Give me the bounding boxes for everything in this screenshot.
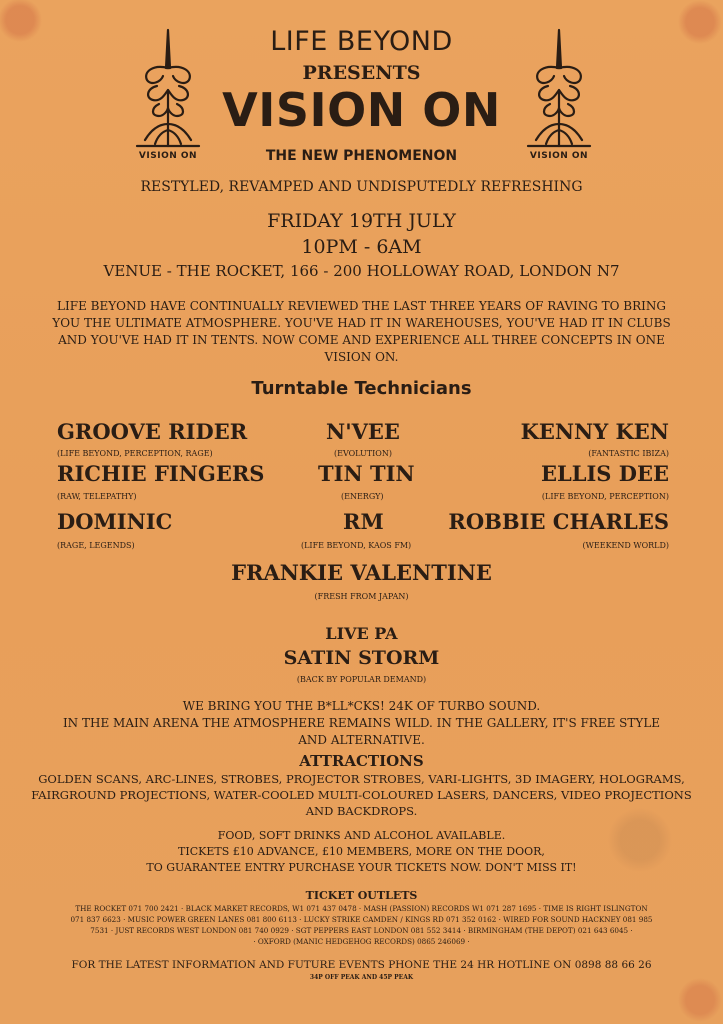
dj-affiliation: (FRESH FROM JAPAN)	[314, 592, 409, 601]
dj-name-headline: FRANKIE VALENTINE	[231, 560, 492, 585]
outlets-list	[0, 903, 723, 947]
brand-name: LIFE BEYOND	[270, 26, 453, 57]
dj-affiliation: (LIFE BEYOND, KAOS FM)	[301, 541, 412, 550]
outlets-line: 7531 · JUST RECORDS WEST LONDON 081 740 0929 · SGT PEPPERS EAST LONDON 081 552 3414 · BIRMINGHAM (THE DEPOT) 021 643 6045 ·	[90, 926, 633, 935]
hotline: FOR THE LATEST INFORMATION AND FUTURE EVENTS PHONE THE 24 HR HOTLINE ON 0898 88 66 26	[71, 959, 652, 971]
dj-name: N'VEE	[326, 419, 400, 444]
outlets-heading: TICKET OUTLETS	[305, 889, 418, 902]
ticket-info	[0, 828, 723, 876]
call-rates: 34P OFF PEAK AND 45P PEAK	[309, 974, 414, 981]
event-time: 10PM - 6AM	[301, 236, 422, 258]
event-title: VISION ON	[222, 83, 501, 137]
outlets-line: THE ROCKET 071 700 2421 · BLACK MARKET RECORDS, W1 071 437 0478 · MASH (PASSION) RECORDS W1 071 287 1695 · TIME IS RIGHT ISLINGTON	[75, 904, 648, 913]
description	[0, 298, 723, 366]
attractions-line: AND BACKDROPS.	[305, 804, 418, 818]
dj-affiliation: (LIFE BEYOND, PERCEPTION)	[541, 492, 669, 501]
slogan: RESTYLED, REVAMPED AND UNDISPUTEDLY REFRESHING	[140, 179, 583, 195]
description-line: AND YOU'VE HAD IT IN TENTS. NOW COME AND EXPERIENCE ALL THREE CONCEPTS IN ONE	[58, 333, 665, 347]
logo-caption: VISION ON	[138, 151, 198, 161]
sound-info	[0, 698, 723, 749]
dj-affiliation: (LIFE BEYOND, PERCEPTION, RAGE)	[57, 449, 213, 458]
dj-affiliation: (WEEKEND WORLD)	[582, 541, 669, 550]
dj-affiliation: (ENERGY)	[341, 492, 384, 501]
attractions-heading: ATTRACTIONS	[299, 752, 424, 770]
sound-line: IN THE MAIN ARENA THE ATMOSPHERE REMAINS WILD. IN THE GALLERY, IT'S FREE STYLE	[62, 716, 661, 730]
dj-name: RICHIE FINGERS	[57, 461, 265, 486]
logo-caption: VISION ON	[529, 151, 589, 161]
attractions-line: FAIRGROUND PROJECTIONS, WATER-COOLED MULTI-COLOURED LASERS, DANCERS, VIDEO PROJECTIONS	[31, 788, 692, 802]
live-pa-label: LIVE PA	[325, 624, 398, 643]
dj-name: DOMINIC	[57, 509, 173, 534]
presents-label: PRESENTS	[302, 62, 421, 84]
live-pa-note: (BACK BY POPULAR DEMAND)	[296, 675, 427, 684]
ticket-line: FOOD, SOFT DRINKS AND ALCOHOL AVAILABLE.	[217, 829, 506, 842]
attractions-list	[0, 771, 723, 819]
live-pa-name: SATIN STORM	[283, 647, 440, 669]
dj-name: KENNY KEN	[520, 419, 669, 444]
dj-name: GROOVE RIDER	[57, 419, 248, 444]
ticket-line: TICKETS £10 ADVANCE, £10 MEMBERS, MORE ON THE DOOR,	[178, 845, 545, 858]
lineup-heading: Turntable Technicians	[251, 378, 472, 399]
description-line: YOU THE ULTIMATE ATMOSPHERE. YOU'VE HAD IT IN WAREHOUSES, YOU'VE HAD IT IN CLUBS	[52, 316, 671, 330]
outlets-line: · OXFORD (MANIC HEDGEHOG RECORDS) 0865 246069 ·	[253, 937, 470, 946]
tagline: THE NEW PHENOMENON	[265, 148, 458, 164]
dj-affiliation: (EVOLUTION)	[334, 449, 392, 458]
dj-name: RM	[343, 509, 384, 534]
outlets-line: 071 837 6623 · MUSIC POWER GREEN LANES 081 800 6113 · LUCKY STRIKE CAMDEN / KINGS RD 071 352 0162 · WIRED FOR SOUND HACKNEY 081 985	[70, 915, 653, 924]
sound-line: WE BRING YOU THE B*LL*CKS! 24K OF TURBO SOUND.	[182, 699, 541, 713]
dj-affiliation: (FANTASTIC IBIZA)	[588, 449, 669, 458]
description-line: VISION ON.	[324, 350, 399, 364]
dj-affiliation: (RAGE, LEGENDS)	[57, 541, 135, 550]
dj-name: ROBBIE CHARLES	[448, 509, 669, 534]
sound-line: AND ALTERNATIVE.	[298, 733, 425, 747]
venue: VENUE - THE ROCKET, 166 - 200 HOLLOWAY ROAD, LONDON N7	[103, 262, 620, 280]
description-line: LIFE BEYOND HAVE CONTINUALLY REVIEWED THE LAST THREE YEARS OF RAVING TO BRING	[57, 299, 666, 313]
event-date: FRIDAY 19TH JULY	[267, 210, 456, 232]
ticket-line: TO GUARANTEE ENTRY PURCHASE YOUR TICKETS NOW. DON'T MISS IT!	[146, 861, 577, 874]
attractions-line: GOLDEN SCANS, ARC-LINES, STROBES, PROJECTOR STROBES, VARI-LIGHTS, 3D IMAGERY, HOLOGRAMS,	[38, 772, 685, 786]
dj-name: TIN TIN	[318, 461, 415, 486]
dj-affiliation: (RAW, TELEPATHY)	[57, 492, 137, 501]
dj-name: ELLIS DEE	[540, 461, 669, 486]
